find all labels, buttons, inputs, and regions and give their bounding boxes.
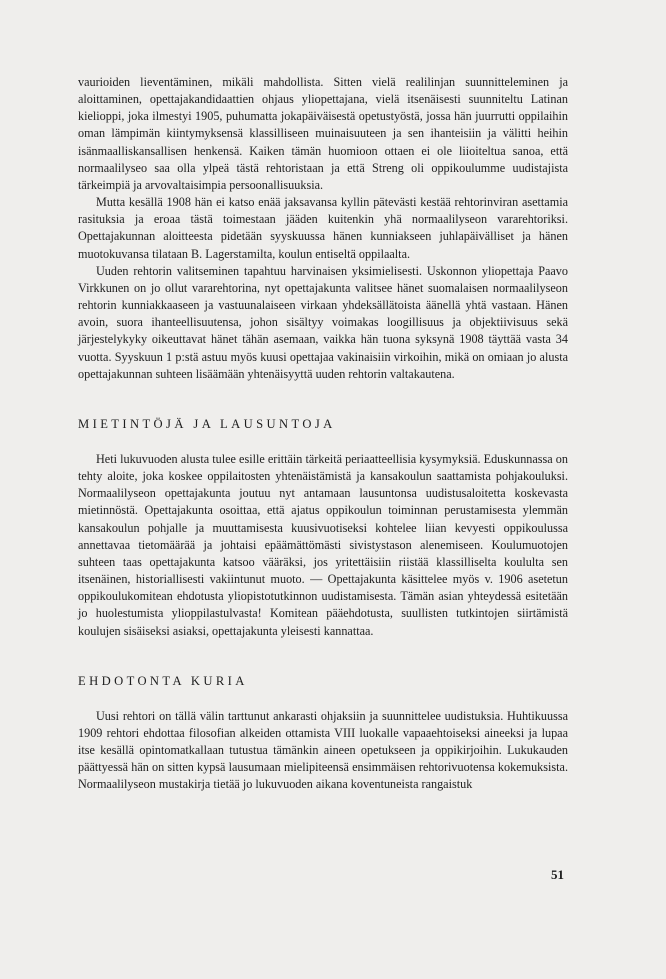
paragraph-new-rector: Uuden rehtorin valitseminen tapahtuu harvinaisen yksimielisesti. Uskonnon yliopettaja Paavo Virkkunen on jo ollut vararehtorina, nyt opettajakunta valitsee hänet suomalaisen normaalilyseon rehtorin kunniakkaaseen ja vastuunalaiseen virkaan yhdeksällätoista äänellä yhtä vastaan. Hänen avoin, suora ihanteellisuutensa, johon sisältyy voimakas loogillisuus ja objektiivisuus sekä järjestelykyky oikeuttavat hänet tähän asemaan, vaikka hän tuona syksynä 1908 täyttää vasta 34 vuotta. Syyskuun 1 p:stä astuu myös kuusi opettajaa vakinaisiin virkoihin, mikä on omiaan jo alusta opettajakunnan suhteen lisäämään yhtenäisyyttä uuden rehtorin valtakautena. <box>78 263 568 381</box>
paragraph-discipline: Uusi rehtori on tällä välin tarttunut ankarasti ohjaksiin ja suunnittelee uudistuksia. Huhtikuussa 1909 rehtori ehdottaa filosofian alkeiden ottamista VIII luokalle vapaaehtoiseksi aineeksi ja lupaa itse kesällä opintomatkallaan tutustua tämänkin aineen opetukseen ja oppikirjoihin. Lukukauden päättyessä hän on sitten kypsä lausumaan mielipiteensä ensimmäisen rehtorivuotensa kokemuksista. Normaalilyseon mustakirja tietää jo lukuvuoden aikana koventuneista rangaistuk <box>78 708 568 792</box>
paragraph-rector-resignation: Mutta kesällä 1908 hän ei katso enää jaksavansa kyllin pätevästi kestää rehtorinviran asettamia rasituksia ja eroaa tästä toimestaan jääden kuitenkin yhä normaalilyseon vararehtoriksi. Opettajakunnan aloitteesta pidetään syyskuussa hänen kunniakseen juhlapäivälliset ja hänen muotokuvansa tilataan B. Lagerstamilta, koulun entiseltä oppilaalta. <box>78 195 568 261</box>
page-number: 51 <box>551 867 564 882</box>
section-heading-mietintoja: MIETINTÖJÄ JA LAUSUNTOJA <box>78 416 336 431</box>
page-text-column <box>78 74 568 794</box>
section-heading-kuria: EHDOTONTA KURIA <box>78 673 248 688</box>
paragraph-continued: vaurioiden lieventäminen, mikäli mahdollista. Sitten vielä realilinjan suunnitteleminen ja aloittaminen, opettajakandidaattien ohjaus yliopettajana, vielä itsenäisesti suunniteltu Latinan kielioppi, joka ilmestyi 1905, puhumatta jokapäiväisestä opetustyöstä, jossa hän juurrutti oppilaihin oman lämpimän kiintymyksensä klassilliseen muinaisuuteen ja sen ihanteisiin ja välitti heihin isänmaalliskansallisen henkensä. Kaiken tämän huomioon ottaen ei ole liioiteltua sanoa, että normaalilyseo saa olla ylpeä tästä rehtoristaan ja että Streng oli oppikoulumme uudistajista tärkeimpiä ja arvovaltaisimpia persoonallisuuksia. <box>78 75 568 192</box>
paragraph-statements: Heti lukuvuoden alusta tulee esille erittäin tärkeitä periaatteellisia kysymyksiä. Eduskunnassa on tehty aloite, joka koskee oppilaitosten yhtenäistämistä ja kansakoulun saattamista pohjakouluksi. Normaalilyseon opettajakunta joutuu nyt antamaan lausuntonsa uudistusaloitetta koskevasta mietinnöstä. Opettajakunta osoittaa, että ajatus oppikoulun toiminnan perustamisesta ylemmän kansakoulun pohjalle ja muuttamisesta kuusivuotiseksi kohtelee liian kevyesti oppikoulussa annettavaa tietomäärää ja johtaisi epäämättömästi sivistystason alenemiseen. Koulumuotojen suhteen taas opettajakunta katsoo vääräksi, jos yritettäisiin riistää klassilliselta koululta sen itsenäinen, historiallisesti vakiintunut muoto. — Opettajakunta käsittelee myös v. 1906 asetetun oppikoulukomitean ehdotusta yliopistotutkinnon uudistamisesta. Tämän asian yhteydessä esitetään jo huolestumista ylioppilastulvasta! Komitean pääehdotusta, suullisten tutkintojen siirtämistä koulujen sisäiseksi asiaksi, opettajakunta yleisesti kannattaa. <box>78 451 568 638</box>
